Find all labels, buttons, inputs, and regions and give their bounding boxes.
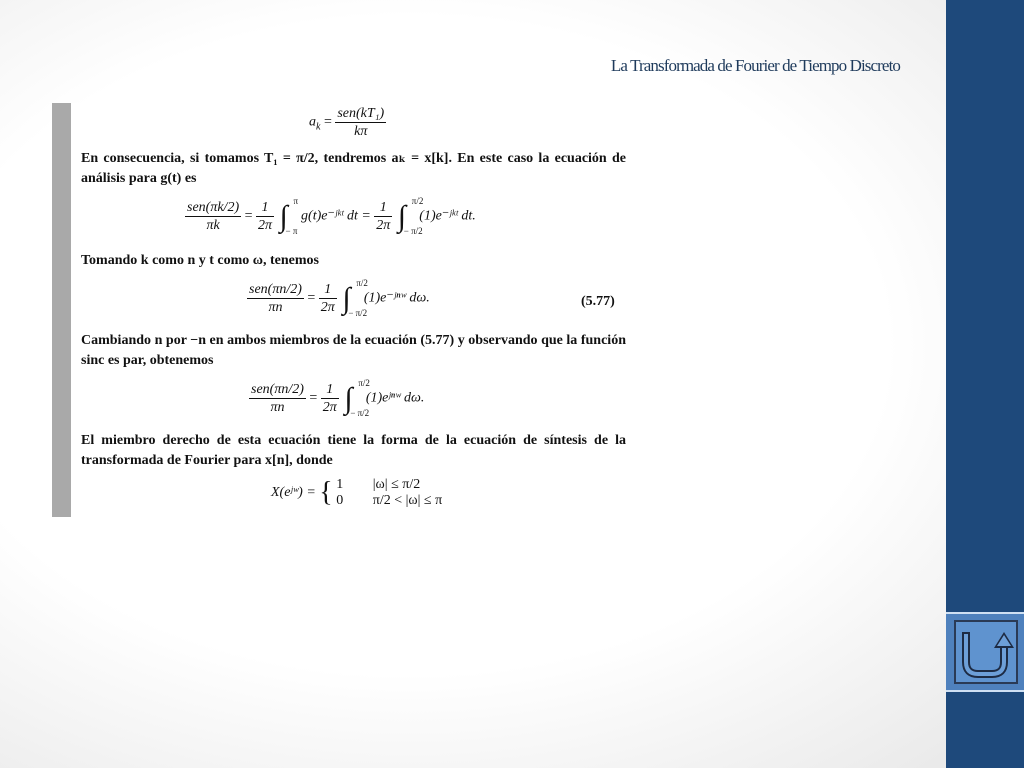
- equation-sinc-even: $\frac{\text{sen(πn/2)}}{\pi n}$ = $\frac{1}{2\pi}$ ∫ π/2 − π/2 (1)eʲⁿʷ dω.: [251, 377, 425, 418]
- equation-analysis: $\frac{\text{sen(πk/2)}}{\pi k}$ = $\frac{1}{2\pi}$ ∫ π − π g(t)e⁻ʲᵏᵗ dt = $\frac{1}{2\pi}$ ∫ π/2 − π/2 (1)e⁻ʲᵏᵗ dt.: [187, 195, 476, 236]
- scan-binding-edge: [52, 103, 71, 517]
- equation-ak: $a_k$ = $\frac{\text{sen(kT₁)}}{k\pi}$: [309, 106, 385, 139]
- return-button[interactable]: [954, 620, 1018, 684]
- equation-5-77: $\frac{\text{sen(πn/2)}}{\pi n}$ = $\frac{1}{2\pi}$ ∫ π/2 − π/2 (1)e⁻ʲⁿʷ dω.: [249, 277, 430, 318]
- u-turn-return-icon: [956, 622, 1016, 682]
- equation-number: (5.77): [581, 294, 615, 309]
- paragraph-1: En consecuencia, si tomamos T₁ = π/2, tendremos aₖ = x[k]. En este caso la ecuación de análisis para g(t) es: [81, 151, 626, 186]
- textbook-page-scan: [52, 103, 632, 517]
- paragraph-4: El miembro derecho de esta ecuación tiene la forma de la ecuación de síntesis de la transformada de Fourier para x[n], donde: [81, 433, 626, 468]
- equation-spectrum: X(eʲʷ) = { 1 0 |ω| ≤ π/2 π/2 < |ω| ≤ π: [271, 477, 443, 508]
- paragraph-3: Cambiando n por −n en ambos miembros de la ecuación (5.77) y observando que la función sinc es par, obtenemos: [81, 333, 626, 368]
- paragraph-2: Tomando k como n y t como ω, tenemos: [81, 253, 319, 268]
- slide-title: La Transformada de Fourier de Tiempo Discreto: [610, 56, 900, 75]
